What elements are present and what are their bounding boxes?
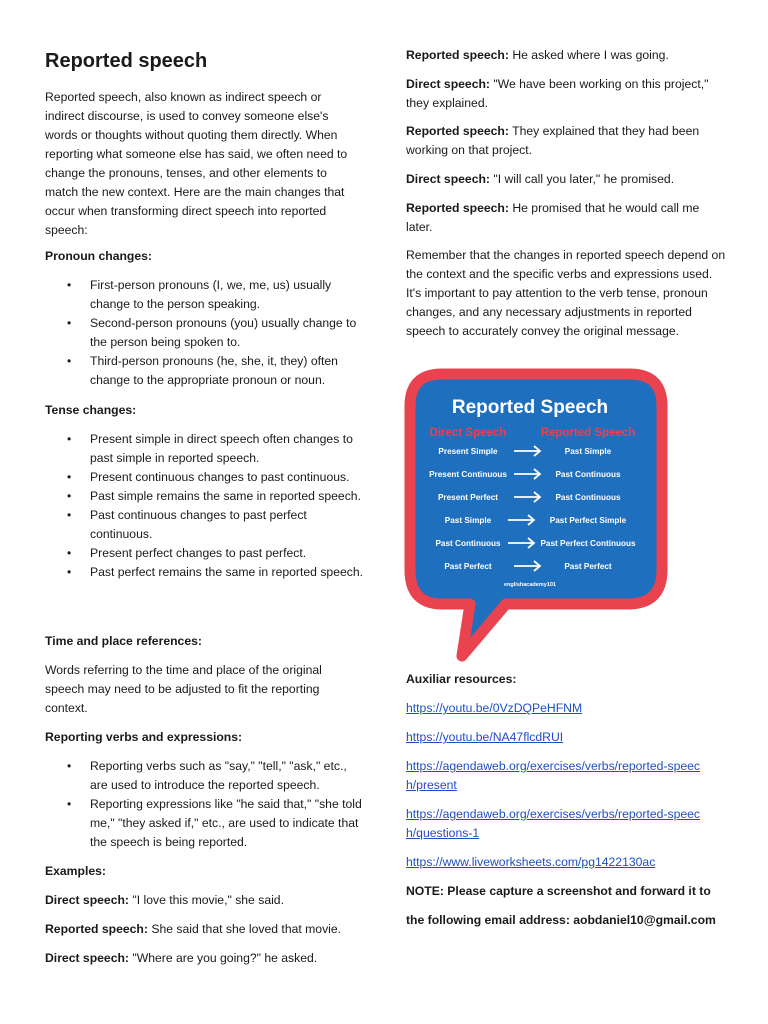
example-3-reported: Reported speech: They explained that they had been working on that project. — [406, 124, 700, 157]
graphic-row-to: Past Perfect — [564, 562, 612, 571]
example-4-direct: Direct speech: "I will call you later," he promised. — [406, 172, 675, 186]
verbs-heading: Reporting verbs and expressions: — [45, 730, 243, 744]
reported-speech-graphic — [404, 368, 668, 662]
page-title: Reported speech — [45, 50, 208, 72]
graphic-row-from: Present Simple — [438, 447, 498, 456]
resources-heading: Auxiliar resources: — [406, 672, 517, 686]
graphic-row-to: Past Perfect Continuous — [540, 539, 636, 548]
list-item: • Past simple remains the same in reported speech. — [45, 487, 367, 506]
graphic-row-from: Present Continuous — [429, 470, 507, 479]
example-2-direct: Direct speech: "Where are you going?" he asked. — [45, 951, 318, 965]
resource-link[interactable]: https://www.liveworksheets.com/pg1422130ac — [406, 855, 656, 869]
graphic-row-from: Past Perfect — [444, 562, 492, 571]
graphic-row-to: Past Continuous — [555, 493, 621, 502]
examples-heading: Examples: — [45, 864, 106, 878]
graphic-row-from: Present Perfect — [437, 493, 499, 502]
graphic-credit: englishacademy101 — [504, 582, 556, 588]
example-4-reported: Reported speech: He promised that he would call me later. — [406, 201, 700, 234]
graphic-col-direct: Direct Speech — [429, 427, 507, 439]
resource-link[interactable]: https://youtu.be/0VzDQPeHFNM — [406, 701, 583, 715]
example-1-direct: Direct speech: "I love this movie," she said. — [45, 893, 284, 907]
time-heading: Time and place references: — [45, 634, 202, 648]
time-paragraph: Words referring to the time and place of the original speech may need to be adjusted to fit the reporting context. — [45, 663, 322, 715]
example-3-direct: Direct speech: "We have been working on this project," they explained. — [406, 77, 709, 110]
list-item: • Second-person pronouns (you) usually change to the person being spoken to. — [45, 314, 367, 352]
graphic-row-from: Past Simple — [444, 516, 492, 525]
resource-link[interactable]: https://agendaweb.org/exercises/verbs/reported-speech/questions-1 — [406, 807, 701, 840]
list-item: • Present perfect changes to past perfect. — [45, 544, 367, 563]
list-item: • First-person pronouns (I, we, me, us) usually change to the person speaking. — [45, 276, 367, 314]
list-item: • Present continuous changes to past continuous. — [45, 468, 367, 487]
list-item: • Third-person pronouns (he, she, it, they) often change to the appropriate pronoun or noun. — [45, 352, 367, 390]
graphic-col-reported: Reported Speech — [540, 427, 636, 439]
note-line-1: NOTE: Please capture a screenshot and forward it to — [406, 884, 711, 898]
list-item: • Reporting expressions like "he said that," "she told me," "they asked if," etc., are used to indicate that the speech is being reported. — [45, 795, 367, 852]
graphic-title: Reported Speech — [451, 397, 609, 418]
example-2-reported: Reported speech: He asked where I was going. — [406, 48, 669, 62]
tense-list — [45, 430, 367, 582]
list-item: • Past continuous changes to past perfect continuous. — [45, 506, 367, 544]
graphic-row-to: Past Simple — [564, 447, 612, 456]
graphic-row-to: Past Perfect Simple — [549, 516, 627, 525]
remember-paragraph: Remember that the changes in reported speech depend on the context and the specific verbs and expressions used. It's important to pay attention to the verb tense, pronoun changes, and any necessary adjustments in reported speech to accurately convey the original message. — [406, 248, 726, 338]
list-item: • Present simple in direct speech often changes to past simple in reported speech. — [45, 430, 367, 468]
resource-link[interactable]: https://agendaweb.org/exercises/verbs/reported-speech/present — [406, 759, 701, 792]
pronoun-heading: Pronoun changes: — [45, 249, 152, 263]
graphic-row-from: Past Continuous — [435, 539, 501, 548]
resource-link[interactable]: https://youtu.be/NA47flcdRUI — [406, 730, 564, 744]
note-line-2: the following email address: aobdaniel10@gmail.com — [406, 913, 716, 927]
intro-paragraph: Reported speech, also known as indirect speech or indirect discourse, is used to convey someone else's words or thoughts without quoting them directly. When reporting what someone else has said, we often need to change the pronouns, tenses, and other elements to match the new context. Here are the main changes that occur when transforming direct speech into reported speech: — [45, 90, 348, 237]
graphic-row-to: Past Continuous — [555, 470, 621, 479]
example-1-reported: Reported speech: She said that she loved that movie. — [45, 922, 342, 936]
list-item: • Reporting verbs such as "say," "tell," "ask," etc., are used to introduce the reported speech. — [45, 757, 367, 795]
verbs-list — [45, 757, 367, 852]
list-item: • Past perfect remains the same in reported speech. — [45, 563, 367, 582]
pronoun-list — [45, 276, 367, 390]
tense-heading: Tense changes: — [45, 403, 137, 417]
